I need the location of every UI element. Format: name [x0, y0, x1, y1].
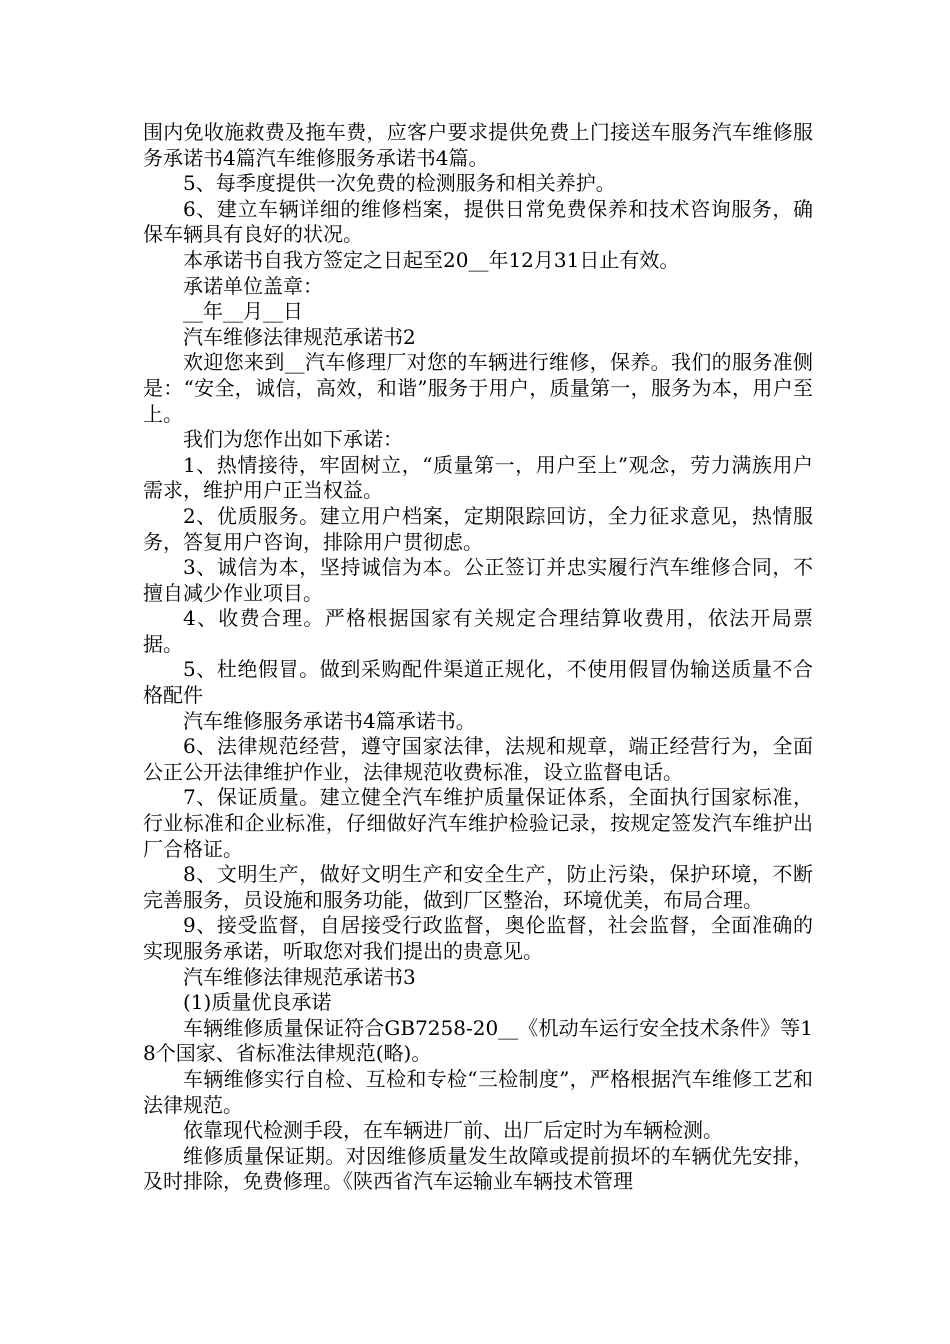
paragraph-continuation: 围内免收施救费及拖车费，应客户要求提供免费上门接送车服务汽车维修服务承诺书4篇汽车维修服务承诺书4篇。 [143, 120, 813, 170]
paragraph-warranty: 维修质量保证期。对因维修质量发生故障或提前损坏的车辆优先安排，及时排除，免费修理。《陕西省汽车运输业车辆技术管理 [143, 1143, 813, 1194]
paragraph-item-3: 3、诚信为本，坚持诚信为本。公正签订并忠实履行汽车维修合同，不擅自减少作业项目。 [143, 555, 813, 605]
paragraph-item-2: 2、优质服务。建立用户档案，定期限踪回访，全力征求意见，热情服务，答复用户咨询，排除用户贯彻虑。 [143, 503, 813, 554]
paragraph-validity: 本承诺书自我方签定之日起至20__年12月31日止有效。 [183, 247, 680, 272]
paragraph-item-7: 7、保证质量。建立健全汽车维护质量保证体系，全面执行国家标准，行业标准和企业标准，仔细做好汽车维护检验记录，按规定签发汽车维护出厂合格证。 [143, 785, 813, 861]
paragraph-quality-standard: 车辆维修质量保证符合GB7258-20__《机动车运行安全技术条件》等18个国家、省标准法律规范(略)。 [143, 1015, 813, 1066]
paragraph-date: __年__月__日 [183, 299, 303, 324]
section-title-2: 汽车维修法律规范承诺书2 [183, 324, 416, 349]
paragraph-three-checks: 车辆维修实行自检、互检和专检“三检制度”，严格根据汽车维修工艺和法律规范。 [143, 1066, 813, 1117]
section-title-3: 汽车维修法律规范承诺书3 [183, 964, 416, 989]
document-body [143, 120, 813, 1195]
paragraph-welcome: 欢迎您来到__汽车修理厂对您的车辆进行维修，保养。我们的服务准侧是：“安全，诚信，高效，和谐”服务于用户，质量第一，服务为本，用户至上。 [143, 350, 813, 426]
paragraph-commitment-intro: 我们为您作出如下承诺： [183, 427, 403, 452]
paragraph-item-8: 8、文明生产，做好文明生产和安全生产，防止污染，保护环境，不断完善服务，员设施和服务功能，做到厂区整治，环境优美，布局合理。 [143, 862, 813, 912]
paragraph-inline-title: 汽车维修服务承诺书4篇承诺书。 [183, 708, 476, 733]
paragraph-detection: 依靠现代检测手段，在车辆进厂前、出厂后定时为车辆检测。 [183, 1118, 723, 1143]
paragraph-item-6: 6、法律规范经营，遵守国家法律，法规和规章，端正经营行为，全面公正公开法律维护作业，法律规范收费标准，设立监督电话。 [143, 734, 813, 784]
paragraph-item-5: 5、杜绝假冒。做到采购配件渠道正规化，不使用假冒伪输送质量不合格配件 [143, 657, 813, 708]
paragraph-quality-heading: (1)质量优良承诺 [183, 990, 332, 1015]
paragraph-item-6-records: 6、建立车辆详细的维修档案，提供日常免费保养和技术咨询服务，确保车辆具有良好的状况。 [143, 196, 813, 247]
paragraph-seal: 承诺单位盖章： [183, 273, 323, 298]
paragraph-item-5-inspection: 5、每季度提供一次免费的检测服务和相关养护。 [183, 171, 616, 196]
paragraph-item-1: 1、热情接待，牢固树立，“质量第一，用户至上”观念，劳力满族用户需求，维护用户正当权益。 [143, 452, 813, 503]
paragraph-item-4: 4、收费合理。严格根据国家有关规定合理结算收费用，依法开局票据。 [143, 606, 813, 656]
paragraph-item-9: 9、接受监督，自居接受行政监督，奥伦监督，社会监督，全面准确的实现服务承诺，听取您对我们提出的贵意见。 [143, 913, 813, 963]
